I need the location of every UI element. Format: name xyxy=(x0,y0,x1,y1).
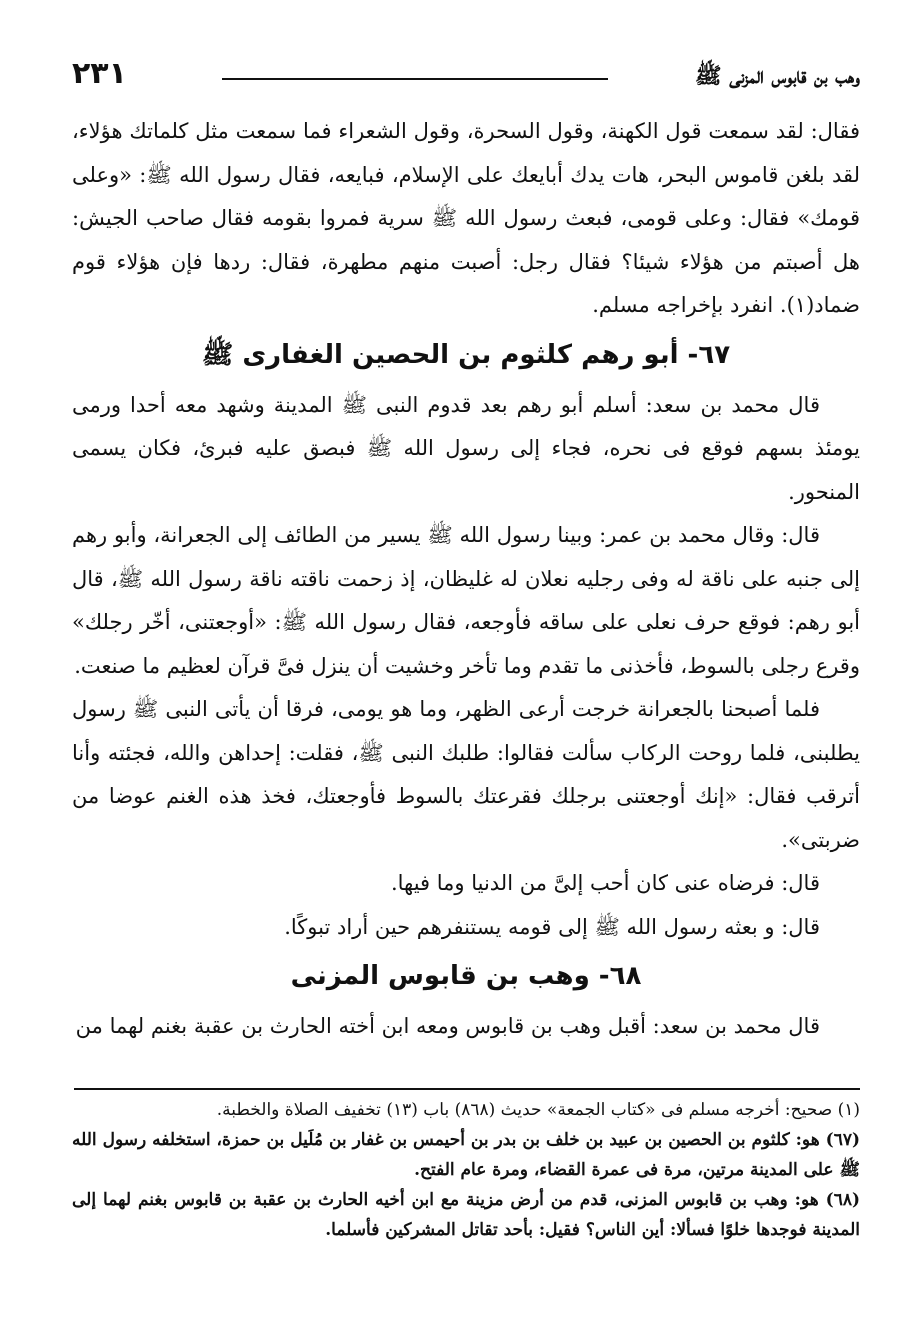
paragraph: فقال: لقد سمعت قول الكهنة، وقول السحرة، وقول الشعراء فما سمعت مثل كلماتك هؤلاء، لقد بلغن قاموس البحر، هات يدك أبايعك على الإسلام، فبايعه، فقال رسول الله ﷺ: «وعلى قومك» فقال: وعلى قومى، فبعث رسول الله ﷺ سرية فمروا بقومه فقال صاحب الجيش: هل أصبتم من هؤلاء شيئا؟ فقال رجل: أصبت منهم مطهرة، فقال: ردها فإن هؤلاء قوم ضماد(١). انفرد بإخراجه مسلم. xyxy=(72,119,860,317)
paragraph: قال: و بعثه رسول الله ﷺ إلى قومه يستنفرهم حين أراد تبوكًا. xyxy=(284,914,820,939)
section-heading-68: ٦٨- وهب بن قابوس المزنى xyxy=(290,961,642,991)
header-rule xyxy=(222,78,608,80)
running-title: وهب بن قابوس المزنى ﷺ xyxy=(695,63,860,89)
footnote-67: (٦٧) هو: كلثوم بن الحصين بن عبيد بن خلف بن بدر بن أحيمس بن غفار بن مُلَيل بن حمزة، استخلفه رسول الله ﷺ على المدينة مرتين، مرة فى عمرة القضاء، ومرة عام الفتح. xyxy=(72,1130,860,1180)
section-heading-67: ٦٧- أبو رهم كلثوم بن الحصين الغفارى ﷺ xyxy=(201,339,731,370)
paragraph: قال محمد بن سعد: أسلم أبو رهم بعد قدوم النبى ﷺ المدينة وشهد معه أحدا ورمى يومئذ بسهم فوقع فى نحره، فجاء إلى رسول الله ﷺ فبصق عليه فبرئ، فكان يسمى المنحور. xyxy=(72,392,860,504)
paragraph: قال: فرضاه عنى كان أحب إلىَّ من الدنيا وما فيها. xyxy=(390,871,820,895)
paragraph: قال محمد بن سعد: أقبل وهب بن قابوس ومعه ابن أخته الحارث بن عقبة بغنم لهما من xyxy=(75,1014,820,1038)
footnotes xyxy=(72,1095,860,1245)
paragraph: فلما أصبحنا بالجعرانة خرجت أرعى الظهر، وما هو يومى، فرقا أن يأتى النبى ﷺ رسول يطلبنى، فلما روحت الركاب سألت فقالوا: طلبك النبى ﷺ، فقلت: إحداهن والله، فجئته وأنا أترقب فقال: «إنك أوجعتنى برجلك فقرعتك بالسوط فأوجعتك، فخذ هذه الغنم عوضا من ضربتى». xyxy=(72,697,860,852)
footnote-1: (١) صحيح: أخرجه مسلم فى «كتاب الجمعة» حديث (٨٦٨) باب (١٣) تخفيف الصلاة والخطبة. xyxy=(216,1100,860,1120)
main-text xyxy=(72,110,860,1049)
footnote-68: (٦٨) هو: وهب بن قابوس المزنى، قدم من أرض مزينة مع ابن أخيه الحارث بن عقبة بن قابوس بغنم لهما إلى المدينة فوجدها خلوًا فسألا: أين الناس؟ فقيل: بأحد تقاتل المشركين فأسلما. xyxy=(72,1190,860,1240)
page-header xyxy=(72,52,860,102)
footnote-rule xyxy=(74,1088,860,1090)
paragraph: قال: وقال محمد بن عمر: وبينا رسول الله ﷺ يسير من الطائف إلى الجعرانة، وأبو رهم إلى جنبه على ناقة له وفى رجليه نعلان له غليظان، إذ زحمت ناقته ناقة رسول الله ﷺ، قال أبو رهم: فوقع حرف نعلى على ساقه فأوجعه، فقال رسول الله ﷺ: «أوجعتنى، أخّر رجلك» وقرع رجلى بالسوط، فأخذنى ما تقدم وما تأخر وخشيت أن ينزل فىَّ قرآن لعظيم ما صنعت. xyxy=(72,523,860,678)
page-number: ٢٣١ xyxy=(72,56,127,91)
